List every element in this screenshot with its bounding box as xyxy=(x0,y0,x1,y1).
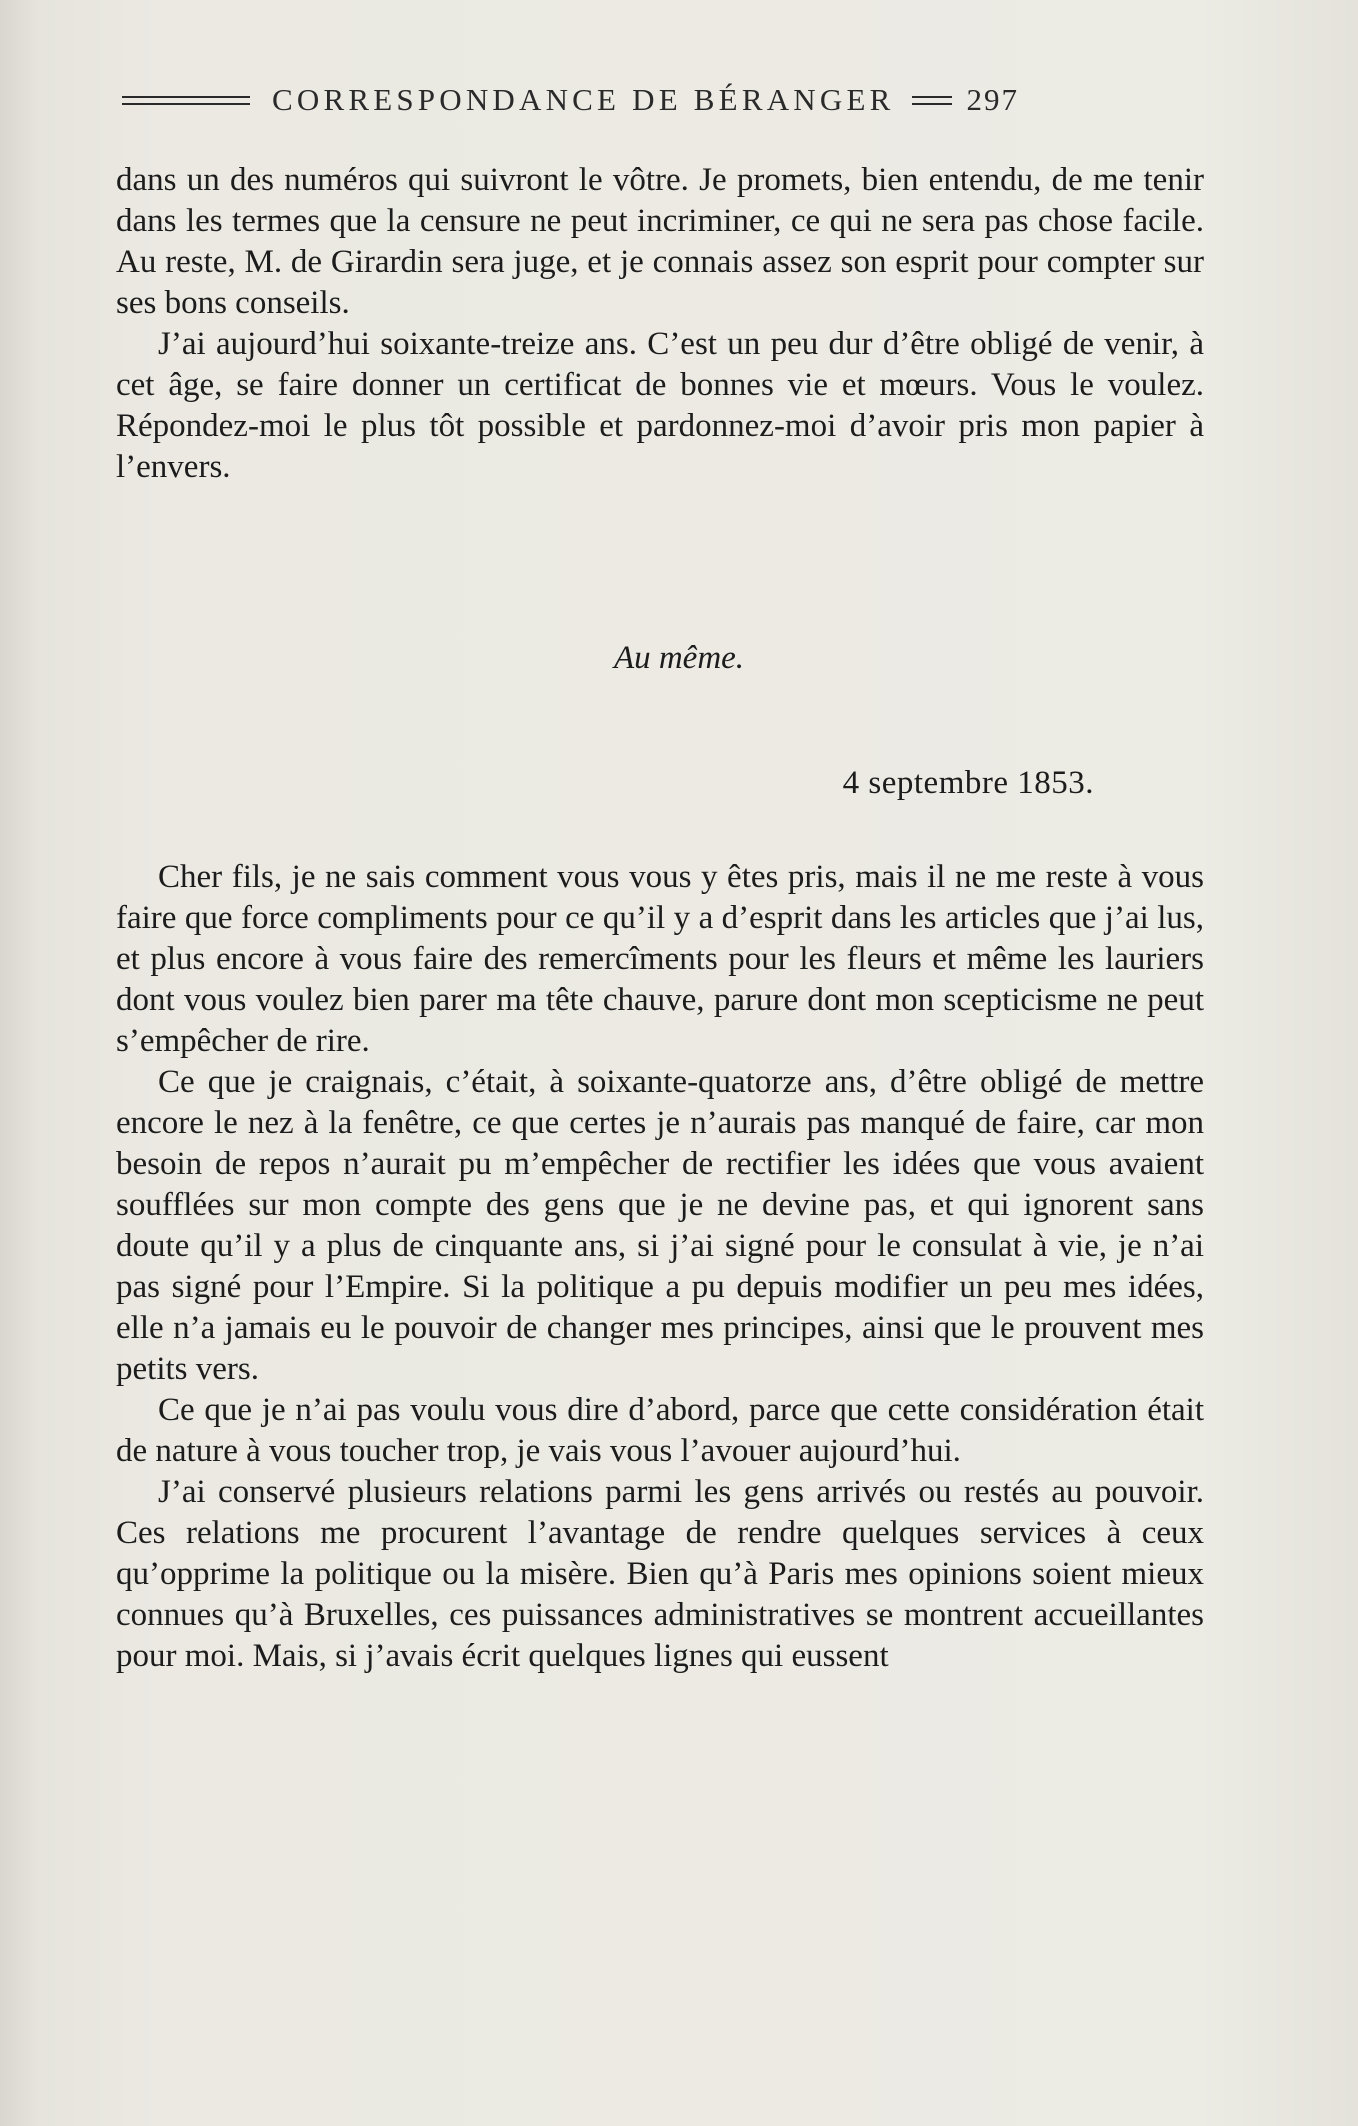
letter2-paragraph: Cher fils, je ne sais comment vous vous y êtes pris, mais il ne me reste à vous faire que force compliments pour ce qu’il y a d’esprit dans les articles que j’ai lus, et plus encore à vous faire des remercîments pour les fleurs et même les lauriers dont vous voulez bien parer ma tête chauve, parure dont mon scepticisme ne peut s’empêcher de rire. xyxy=(116,859,1204,1059)
running-head xyxy=(122,78,1207,122)
running-head-title: CORRESPONDANCE DE BÉRANGER xyxy=(272,82,895,117)
letter1-body xyxy=(116,160,1204,488)
letter1-paragraph: dans un des numéros qui suivront le vôtre. Je promets, bien entendu, de me tenir dans les termes que la censure ne peut incriminer, ce qui ne sera pas chose facile. Au reste, M. de Girardin sera juge, et je connais assez son esprit pour compter sur ses bons conseils. xyxy=(116,162,1204,321)
page-number: 297 xyxy=(966,82,1019,117)
letter2-date: 4 septembre 1853. xyxy=(842,765,1094,801)
letter1-paragraph: J’ai aujourd’hui soixante-treize ans. C’est un peu dur d’être obligé de venir, à cet âge, se faire donner un certificat de bonnes vie et mœurs. Vous le voulez. Répondez-moi le plus tôt possible et pardonnez-moi d’avoir pris mon papier à l’envers. xyxy=(116,326,1204,485)
letter2-paragraph: J’ai conservé plusieurs relations parmi les gens arrivés ou restés au pouvoir. Ces relations me procurent l’avantage de rendre quelques services à ceux qu’opprime la politique ou la misère. Bien qu’à Paris mes opinions soient mieux connues qu’à Bruxelles, ces puissances administratives se montrent accueillantes pour moi. Mais, si j’avais écrit quelques lignes qui eussent xyxy=(116,1474,1204,1674)
letter2-paragraph: Ce que je n’ai pas voulu vous dire d’abord, parce que cette considération était de nature à vous toucher trop, je vais vous l’avouer aujourd’hui. xyxy=(116,1392,1204,1469)
letter2-paragraph: Ce que je craignais, c’était, à soixante-quatorze ans, d’être obligé de mettre encore le nez à la fenêtre, ce que certes je n’aurais pas manqué de faire, car mon besoin de repos n’aurait pu m’empêcher de rectifier les idées que vous avaient soufflées sur mon compte des gens que je ne devine pas, et qui ignorent sans doute qu’il y a plus de cinquante ans, si j’ai signé pour le consulat à vie, je n’ai pas signé pour l’Empire. Si la politique a pu depuis modifier un peu mes idées, elle n’a jamais eu le pouvoir de changer mes principes, ainsi que le prouvent mes petits vers. xyxy=(116,1064,1204,1387)
letter2-body xyxy=(116,857,1204,1677)
running-head-rule-left xyxy=(122,96,250,105)
letter2-salutation: Au même. xyxy=(613,640,745,676)
running-head-rule-right xyxy=(912,96,952,105)
